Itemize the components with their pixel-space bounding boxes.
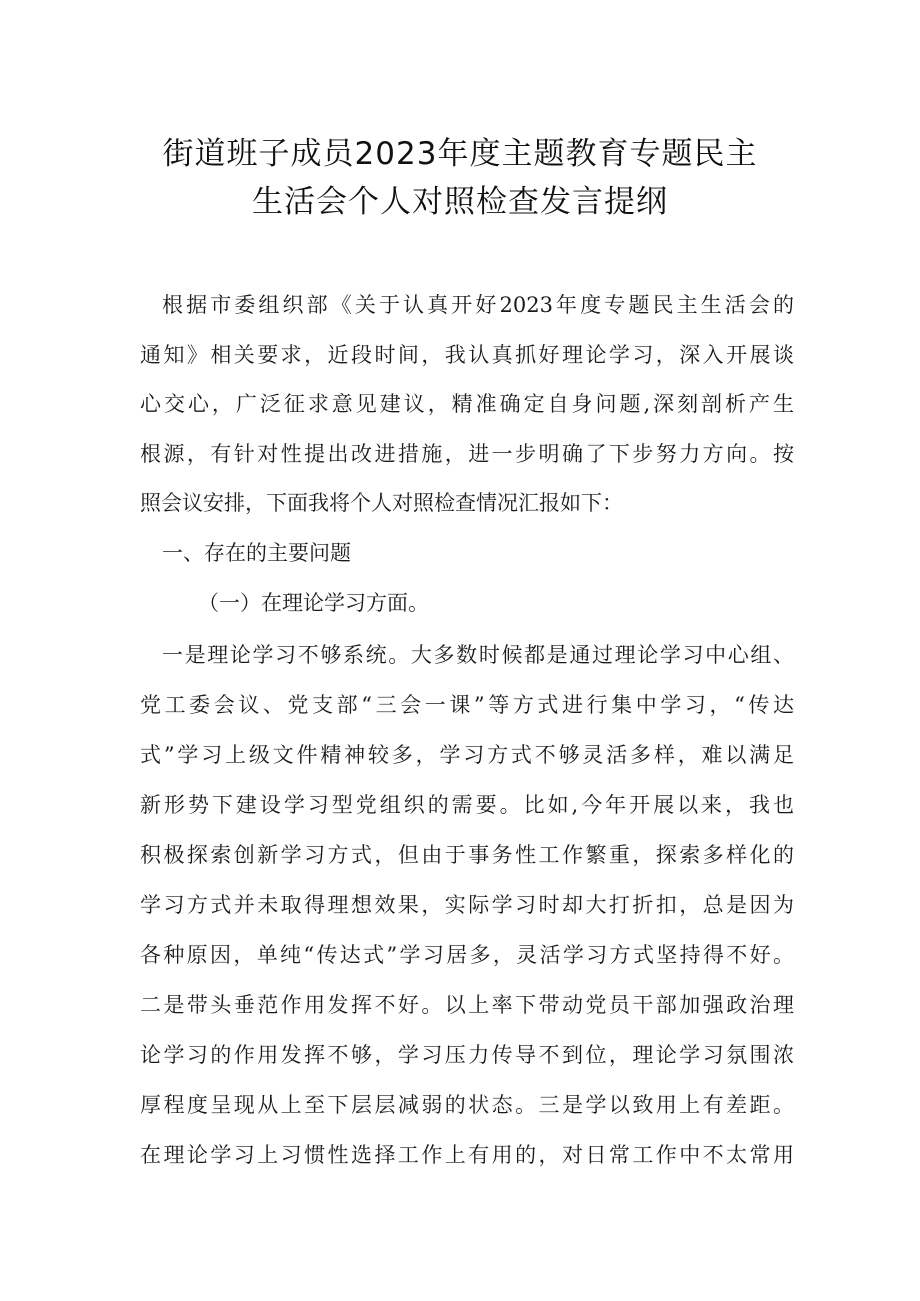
intro-line-3: 心交心，广泛征求意见建议，精准确定自身问题,深刻剖析产生 (140, 392, 794, 416)
body-line-4: 新形势下建设学习型党组织的需要。比如,今年开展以来，我也 (140, 793, 794, 817)
intro-line-5: 照会议安排，下面我将个人对照检查情况汇报如下： (140, 491, 623, 515)
body-line-9: 论学习的作用发挥不够，学习压力传导不到位，理论学习氛围浓 (140, 1043, 794, 1067)
body-line-11: 在理论学习上习惯性选择工作上有用的，对日常工作中不太常用 (140, 1143, 794, 1167)
body-line-7: 各种原因，单纯“传达式”学习居多，灵活学习方式坚持得不好。 (140, 943, 794, 967)
document-title-line-1: 街道班子成员2023年度主题教育专题民主 (162, 136, 758, 172)
subsection-heading: （一）在理论学习方面。 (198, 591, 429, 615)
body-line-2: 党工委会议、党支部“三会一课”等方式进行集中学习，“传达 (140, 693, 794, 717)
document-title-line-2: 生活会个人对照检查发言提纲 (252, 184, 668, 220)
body-line-10: 厚程度呈现从上至下层层减弱的状态。三是学以致用上有差距。 (140, 1093, 794, 1117)
body-line-6: 学习方式并未取得理想效果，实际学习时却大打折扣，总是因为 (140, 893, 794, 917)
body-line-1: 一是理论学习不够系统。大多数时候都是通过理论学习中心组、 (162, 643, 794, 667)
body-line-3: 式”学习上级文件精神较多，学习方式不够灵活多样，难以满足 (140, 743, 794, 767)
intro-line-2: 通知》相关要求，近段时间，我认真抓好理论学习，深入开展谈 (140, 343, 794, 367)
body-line-5: 积极探索创新学习方式，但由于事务性工作繁重，探索多样化的 (140, 843, 794, 867)
section-heading: 一、存在的主要问题 (162, 541, 351, 565)
intro-line-4: 根源，有针对性提出改进措施，进一步明确了下步努力方向。按 (140, 442, 794, 466)
intro-line-1: 根据市委组织部《关于认真开好2023年度专题民主生活会的 (162, 293, 794, 317)
body-line-8: 二是带头垂范作用发挥不好。以上率下带动党员干部加强政治理 (140, 993, 794, 1017)
